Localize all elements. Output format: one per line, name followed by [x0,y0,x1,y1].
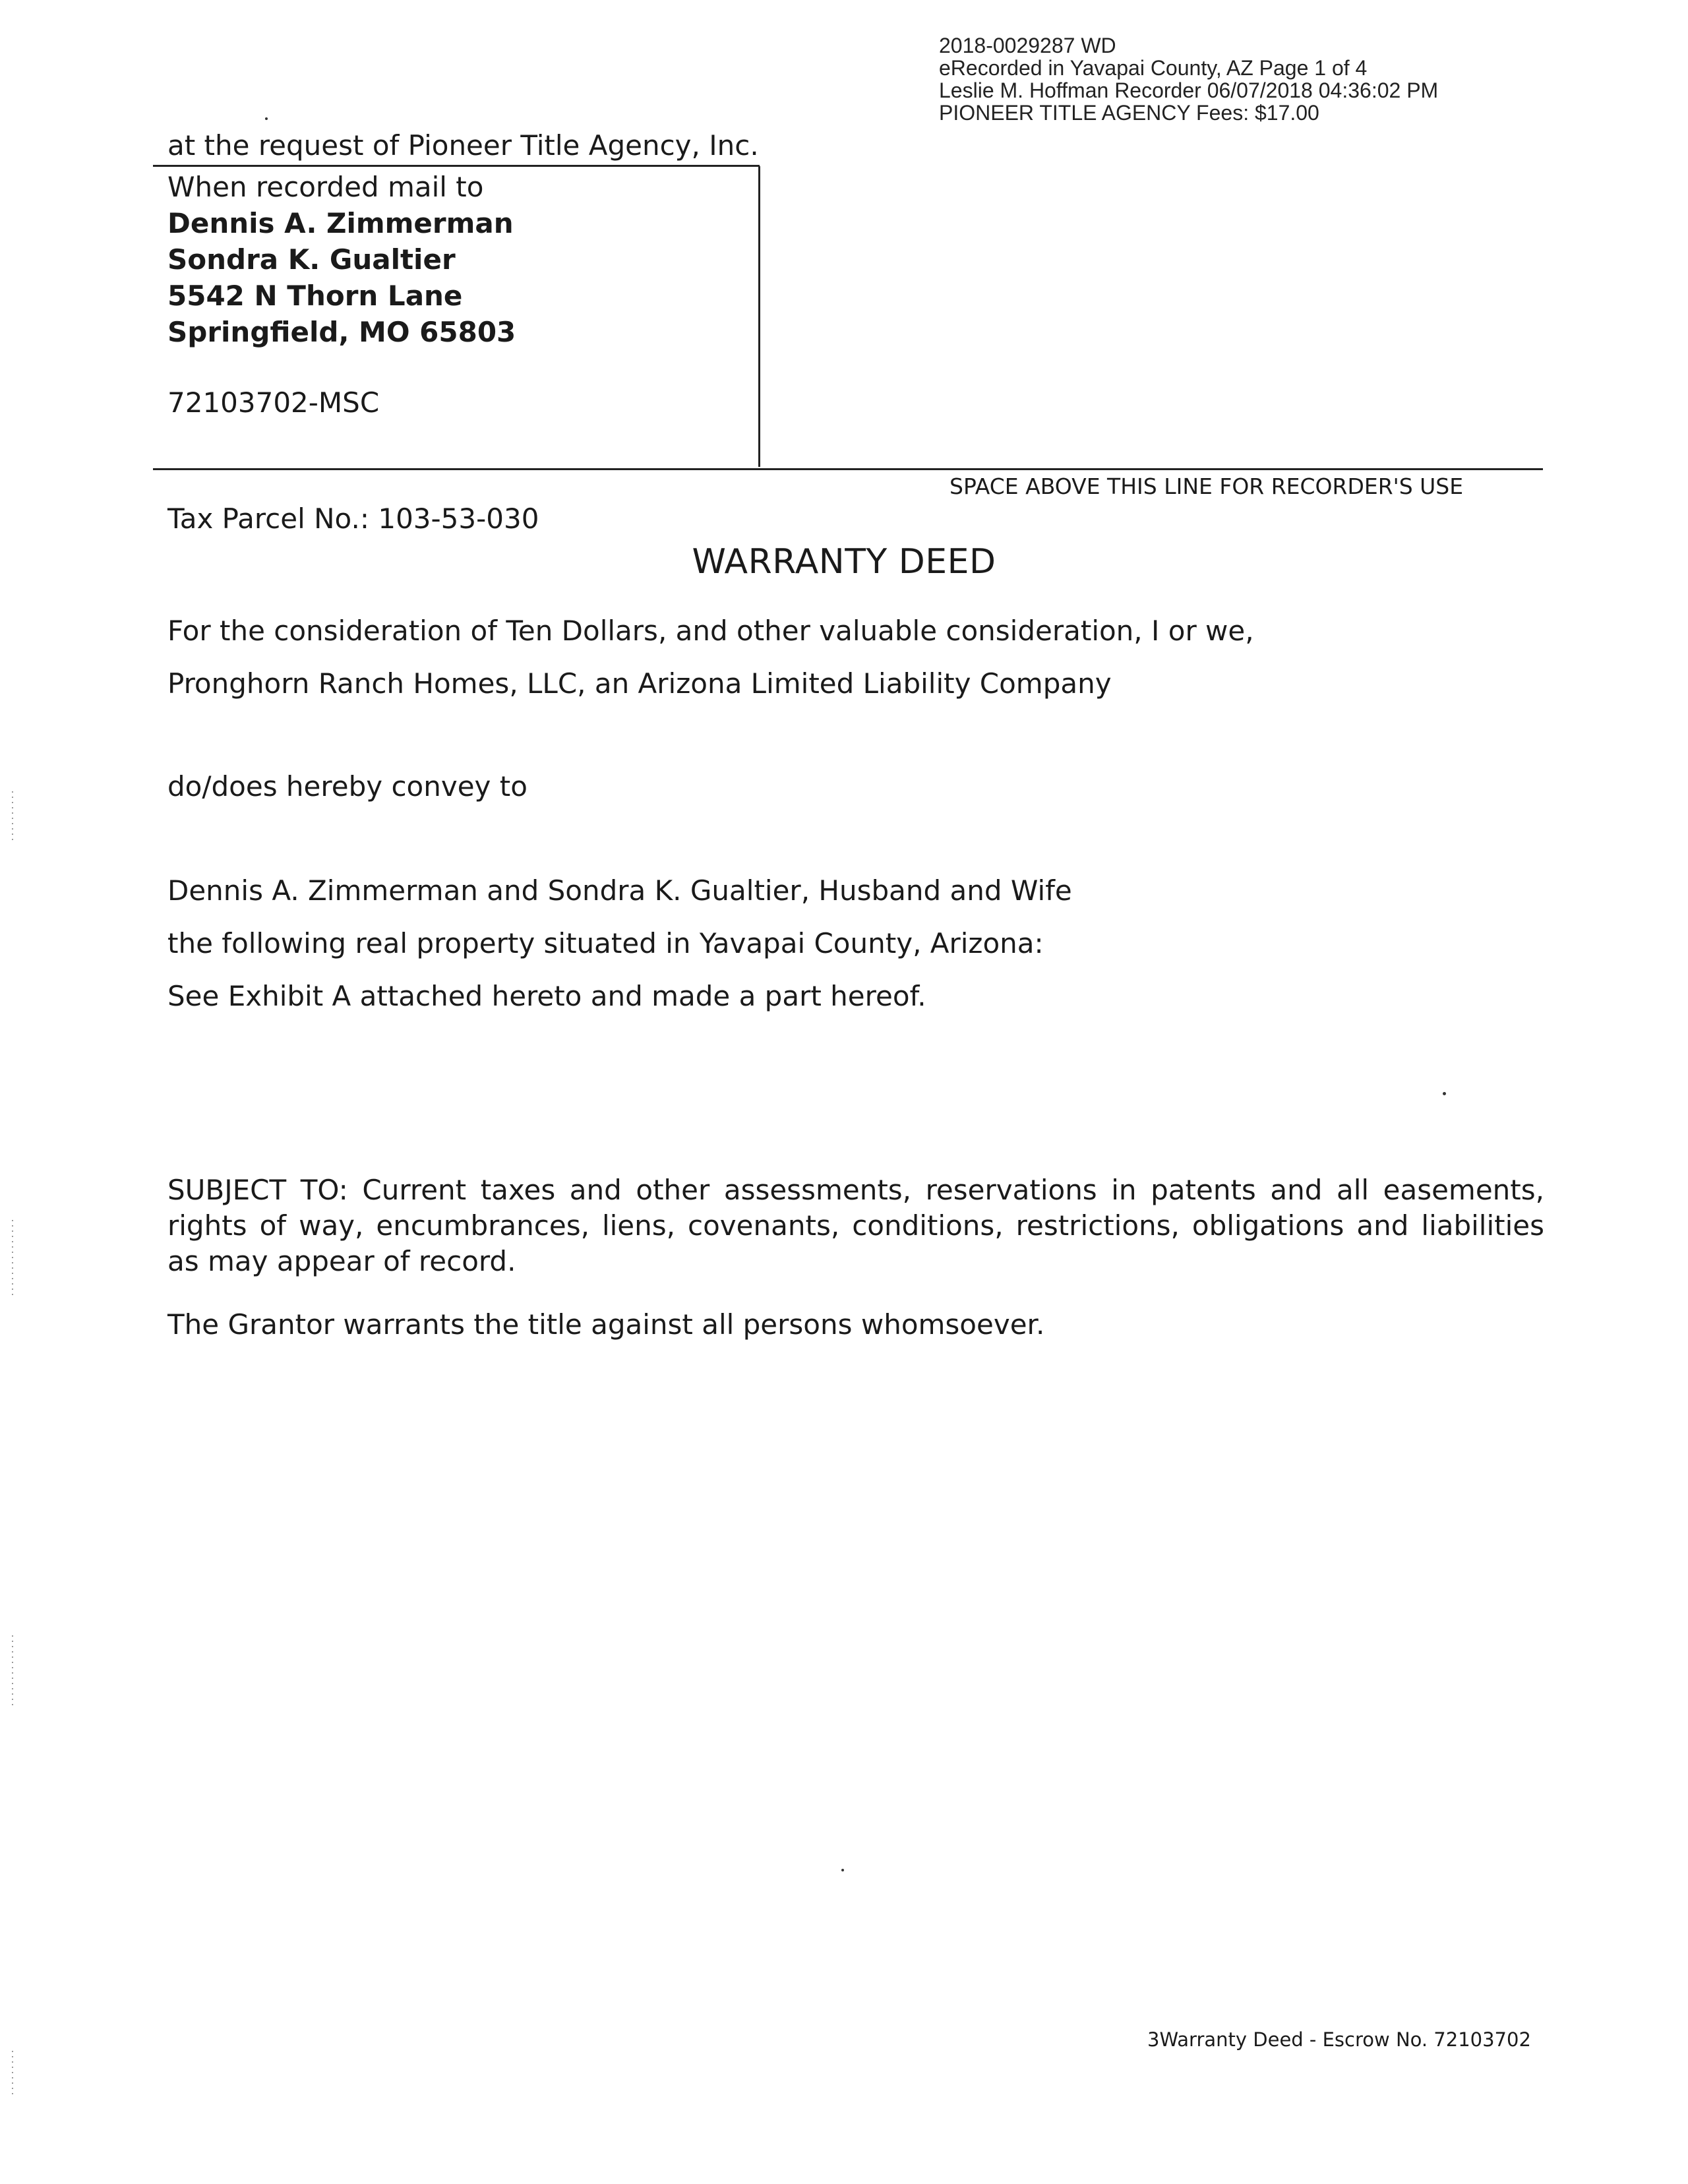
exhibit-reference-line: See Exhibit A attached hereto and made a part hereof. [167,980,926,1012]
scan-edge-mark [12,1220,13,1299]
request-line: at the request of Pioneer Title Agency, Inc. [167,129,759,162]
warranty-statement: The Grantor warrants the title against all persons whomsoever. [167,1308,1045,1341]
mail-to-address [167,169,516,350]
tax-parcel-number: Tax Parcel No.: 103-53-030 [167,502,539,535]
page-footer: 3Warranty Deed - Escrow No. 72103702 [1147,2028,1531,2051]
recorder-use-divider [153,468,1543,470]
grantor-line: Pronghorn Ranch Homes, LLC, an Arizona Limited Liability Company [167,667,1112,700]
recorder-use-label: SPACE ABOVE THIS LINE FOR RECORDER'S USE [950,473,1464,499]
scan-speck [841,1869,844,1871]
mail-to-street: 5542 N Thorn Lane [167,280,463,312]
recorder-stamp [939,34,1438,124]
document-title: WARRANTY DEED [692,542,996,582]
scan-edge-mark [12,791,13,844]
mail-to-name-2: Sondra K. Gualtier [167,243,456,276]
scan-edge-mark [12,1635,13,1708]
mail-to-label: When recorded mail to [167,171,484,203]
recording-number: 2018-0029287 WD [939,34,1116,57]
grantee-line: Dennis A. Zimmerman and Sondra K. Gualtier, Husband and Wife [167,874,1072,907]
recording-fees: PIONEER TITLE AGENCY Fees: $17.00 [939,101,1319,125]
scan-edge-mark [12,2051,13,2097]
property-location-line: the following real property situated in Yavapai County, Arizona: [167,927,1044,959]
consideration-line: For the consideration of Ten Dollars, and other valuable consideration, I or we, [167,615,1254,647]
subject-to-paragraph: SUBJECT TO: Current taxes and other assessments, reservations in patents and all easements, rights of way, encumbrances, liens, covenants, conditions, restrictions, obligations and liabilities as may appear of record. [167,1174,1544,1277]
scan-speck [1443,1092,1446,1095]
recording-county-page: eRecorded in Yavapai County, AZ Page 1 of 4 [939,56,1368,80]
escrow-reference: 72103702-MSC [167,386,380,419]
mail-to-name-1: Dennis A. Zimmerman [167,207,514,239]
mail-to-city: Springfield, MO 65803 [167,316,516,348]
recorder-datetime: Leslie M. Hoffman Recorder 06/07/2018 04:36:02 PM [939,78,1439,102]
scan-speck [265,117,268,120]
convey-line: do/does hereby convey to [167,770,528,803]
